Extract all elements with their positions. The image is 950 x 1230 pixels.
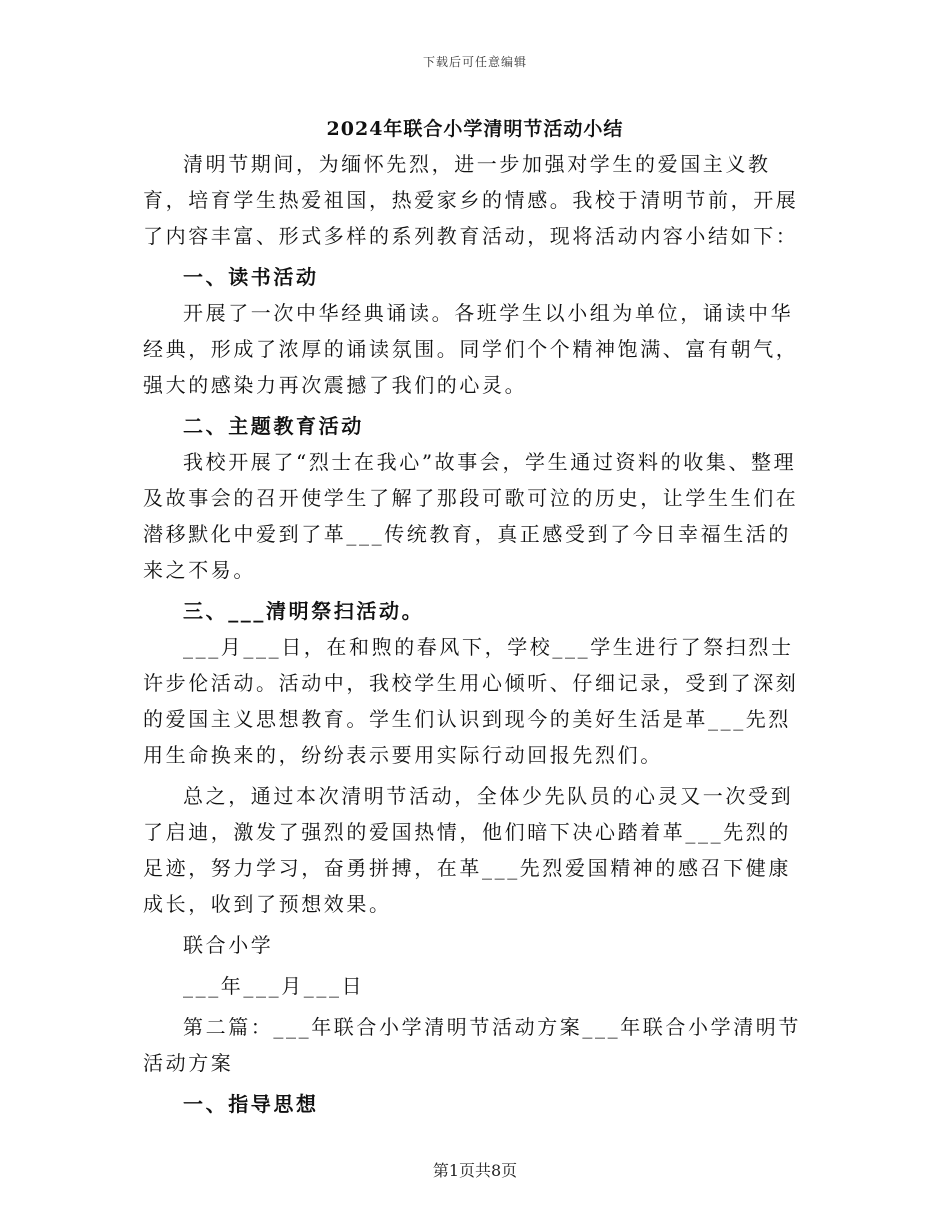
reading-paragraph: 开展了一次中华经典诵读。各班学生以小组为单位，诵读中华经典，形成了浓厚的诵读氛围。同学们个个精神饱满、富有朝气，强大的感染力再次震撼了我们的心灵。 xyxy=(143,301,799,397)
tomb-sweeping-paragraph: ___月___日，在和煦的春风下，学校___学生进行了祭扫烈士许步伦活动。活动中，我校学生用心倾听、仔细记录，受到了深刻的爱国主义思想教育。学生们认识到现今的美好生活是革___先烈用生命换来的，纷纷表示要用实际行动回报先烈们。 xyxy=(143,635,799,767)
section-heading-guiding-thought: 一、指导思想 xyxy=(183,1092,319,1116)
document-title: 2024年联合小学清明节活动小结 xyxy=(326,118,624,140)
second-article-title: 第二篇：___年联合小学清明节活动方案___年联合小学清明节活动方案 xyxy=(143,1015,801,1075)
document-body xyxy=(143,146,808,1122)
signature-date: ___年___月___日 xyxy=(183,974,365,998)
header-note: 下载后可任意编辑 xyxy=(422,55,527,69)
page-number: 第1页共8页 xyxy=(432,1161,518,1180)
intro-paragraph: 清明节期间，为缅怀先烈，进一步加强对学生的爱国主义教育，培育学生热爱祖国，热爱家乡的情感。我校于清明节前，开展了内容丰富、形式多样的系列教育活动，现将活动内容小结如下： xyxy=(143,152,799,248)
summary-paragraph: 总之，通过本次清明节活动，全体少先队员的心灵又一次受到了启迪，激发了强烈的爱国热情，他们暗下决心踏着革___先烈的足迹，努力学习，奋勇拼搏，在革___先烈爱国精神的感召下健康成长，收到了预想效果。 xyxy=(143,784,794,916)
section-heading-theme-education: 二、主题教育活动 xyxy=(183,414,364,438)
signature-school: 联合小学 xyxy=(183,933,274,957)
section-heading-tomb-sweeping: 三、___清明祭扫活动。 xyxy=(183,599,425,623)
section-heading-reading: 一、读书活动 xyxy=(183,265,319,289)
theme-education-paragraph: 我校开展了“烈士在我心”故事会，学生通过资料的收集、整理及故事会的召开使学生了解了那段可歌可泣的历史，让学生生们在潜移默化中爱到了革___传统教育，真正感受到了今日幸福生活的来之不易。 xyxy=(143,450,799,582)
